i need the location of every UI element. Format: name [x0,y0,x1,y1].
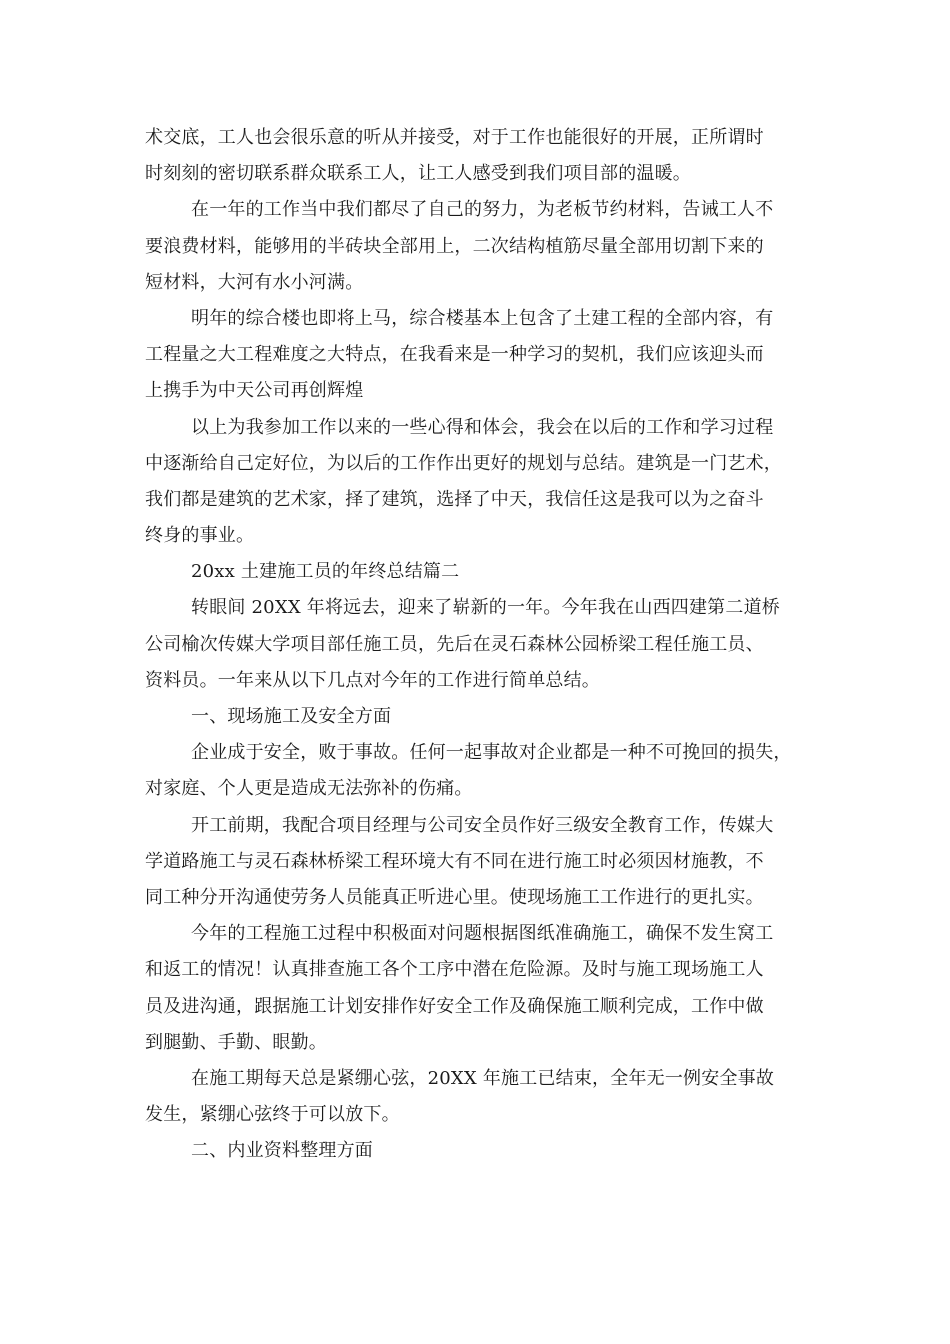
text-line: 二、内业资料整理方面 [191,1140,373,1162]
text-line: 学道路施工与灵石森林桥梁工程环境大有不同在进行施工时必须因材施教，不 [145,850,764,872]
text-line: 转眼间 20XX 年将远去，迎来了崭新的一年。今年我在山西四建第二道桥 [191,597,780,619]
text-line: 短材料，大河有水小河满。 [145,271,364,293]
text-line: 员及进沟通，跟据施工计划安排作好安全工作及确保施工顺利完成，工作中做 [145,995,764,1017]
text-line: 资料员。一年来从以下几点对今年的工作进行简单总结。 [145,669,600,691]
text-line: 发生，紧绷心弦终于可以放下。 [145,1104,400,1126]
text-line: 公司榆次传媒大学项目部任施工员，先后在灵石森林公园桥梁工程任施工员、 [145,633,764,655]
text-line: 术交底，工人也会很乐意的听从并接受，对于工作也能很好的开展，正所谓时 [145,127,764,148]
text-line: 到腿勤、手勤、眼勤。 [145,1031,327,1053]
text-line: 同工种分开沟通使劳务人员能真正听进心里。使现场施工工作进行的更扎实。 [145,886,764,908]
text-line: 20xx 土建施工员的年终总结篇二 [191,561,460,583]
text-line: 在施工期每天总是紧绷心弦，20XX 年施工已结束，全年无一例安全事故 [191,1067,775,1089]
text-line: 在一年的工作当中我们都尽了自己的努力，为老板节约材料，告诫工人不 [191,199,774,221]
text-line: 和返工的情况！认真排查施工各个工序中潜在危险源。及时与施工现场施工人 [145,959,764,981]
text-line: 上携手为中天公司再创辉煌 [145,380,364,402]
text-line: 企业成于安全，败于事故。任何一起事故对企业都是一种不可挽回的损失， [191,742,792,764]
text-line: 以上为我参加工作以来的一些心得和体会，我会在以后的工作和学习过程 [191,416,774,438]
text-line: 今年的工程施工过程中积极面对问题根据图纸准确施工，确保不发生窝工 [191,923,774,945]
text-line: 要浪费材料，能够用的半砖块全部用上，二次结构植筋尽量全部用切割下来的 [145,235,764,257]
text-line: 中逐渐给自己定好位，为以后的工作作出更好的规划与总结。建筑是一门艺术， [145,452,782,474]
text-line: 工程量之大工程难度之大特点，在我看来是一种学习的契机，我们应该迎头而 [145,344,764,366]
text-line: 我们都是建筑的艺术家，择了建筑，选择了中天，我信任这是我可以为之奋斗 [145,488,764,510]
document-body [145,120,815,1169]
text-line: 开工前期，我配合项目经理与公司安全员作好三级安全教育工作，传媒大 [191,814,774,836]
text-line: 一、现场施工及安全方面 [191,706,392,727]
text-line: 时刻刻的密切联系群众联系工人，让工人感受到我们项目部的温暖。 [145,163,691,185]
text-line: 对家庭、个人更是造成无法弥补的伤痛。 [145,778,473,800]
text-line: 明年的综合楼也即将上马，综合楼基本上包含了土建工程的全部内容，有 [191,307,774,329]
text-line: 终身的事业。 [145,525,255,547]
